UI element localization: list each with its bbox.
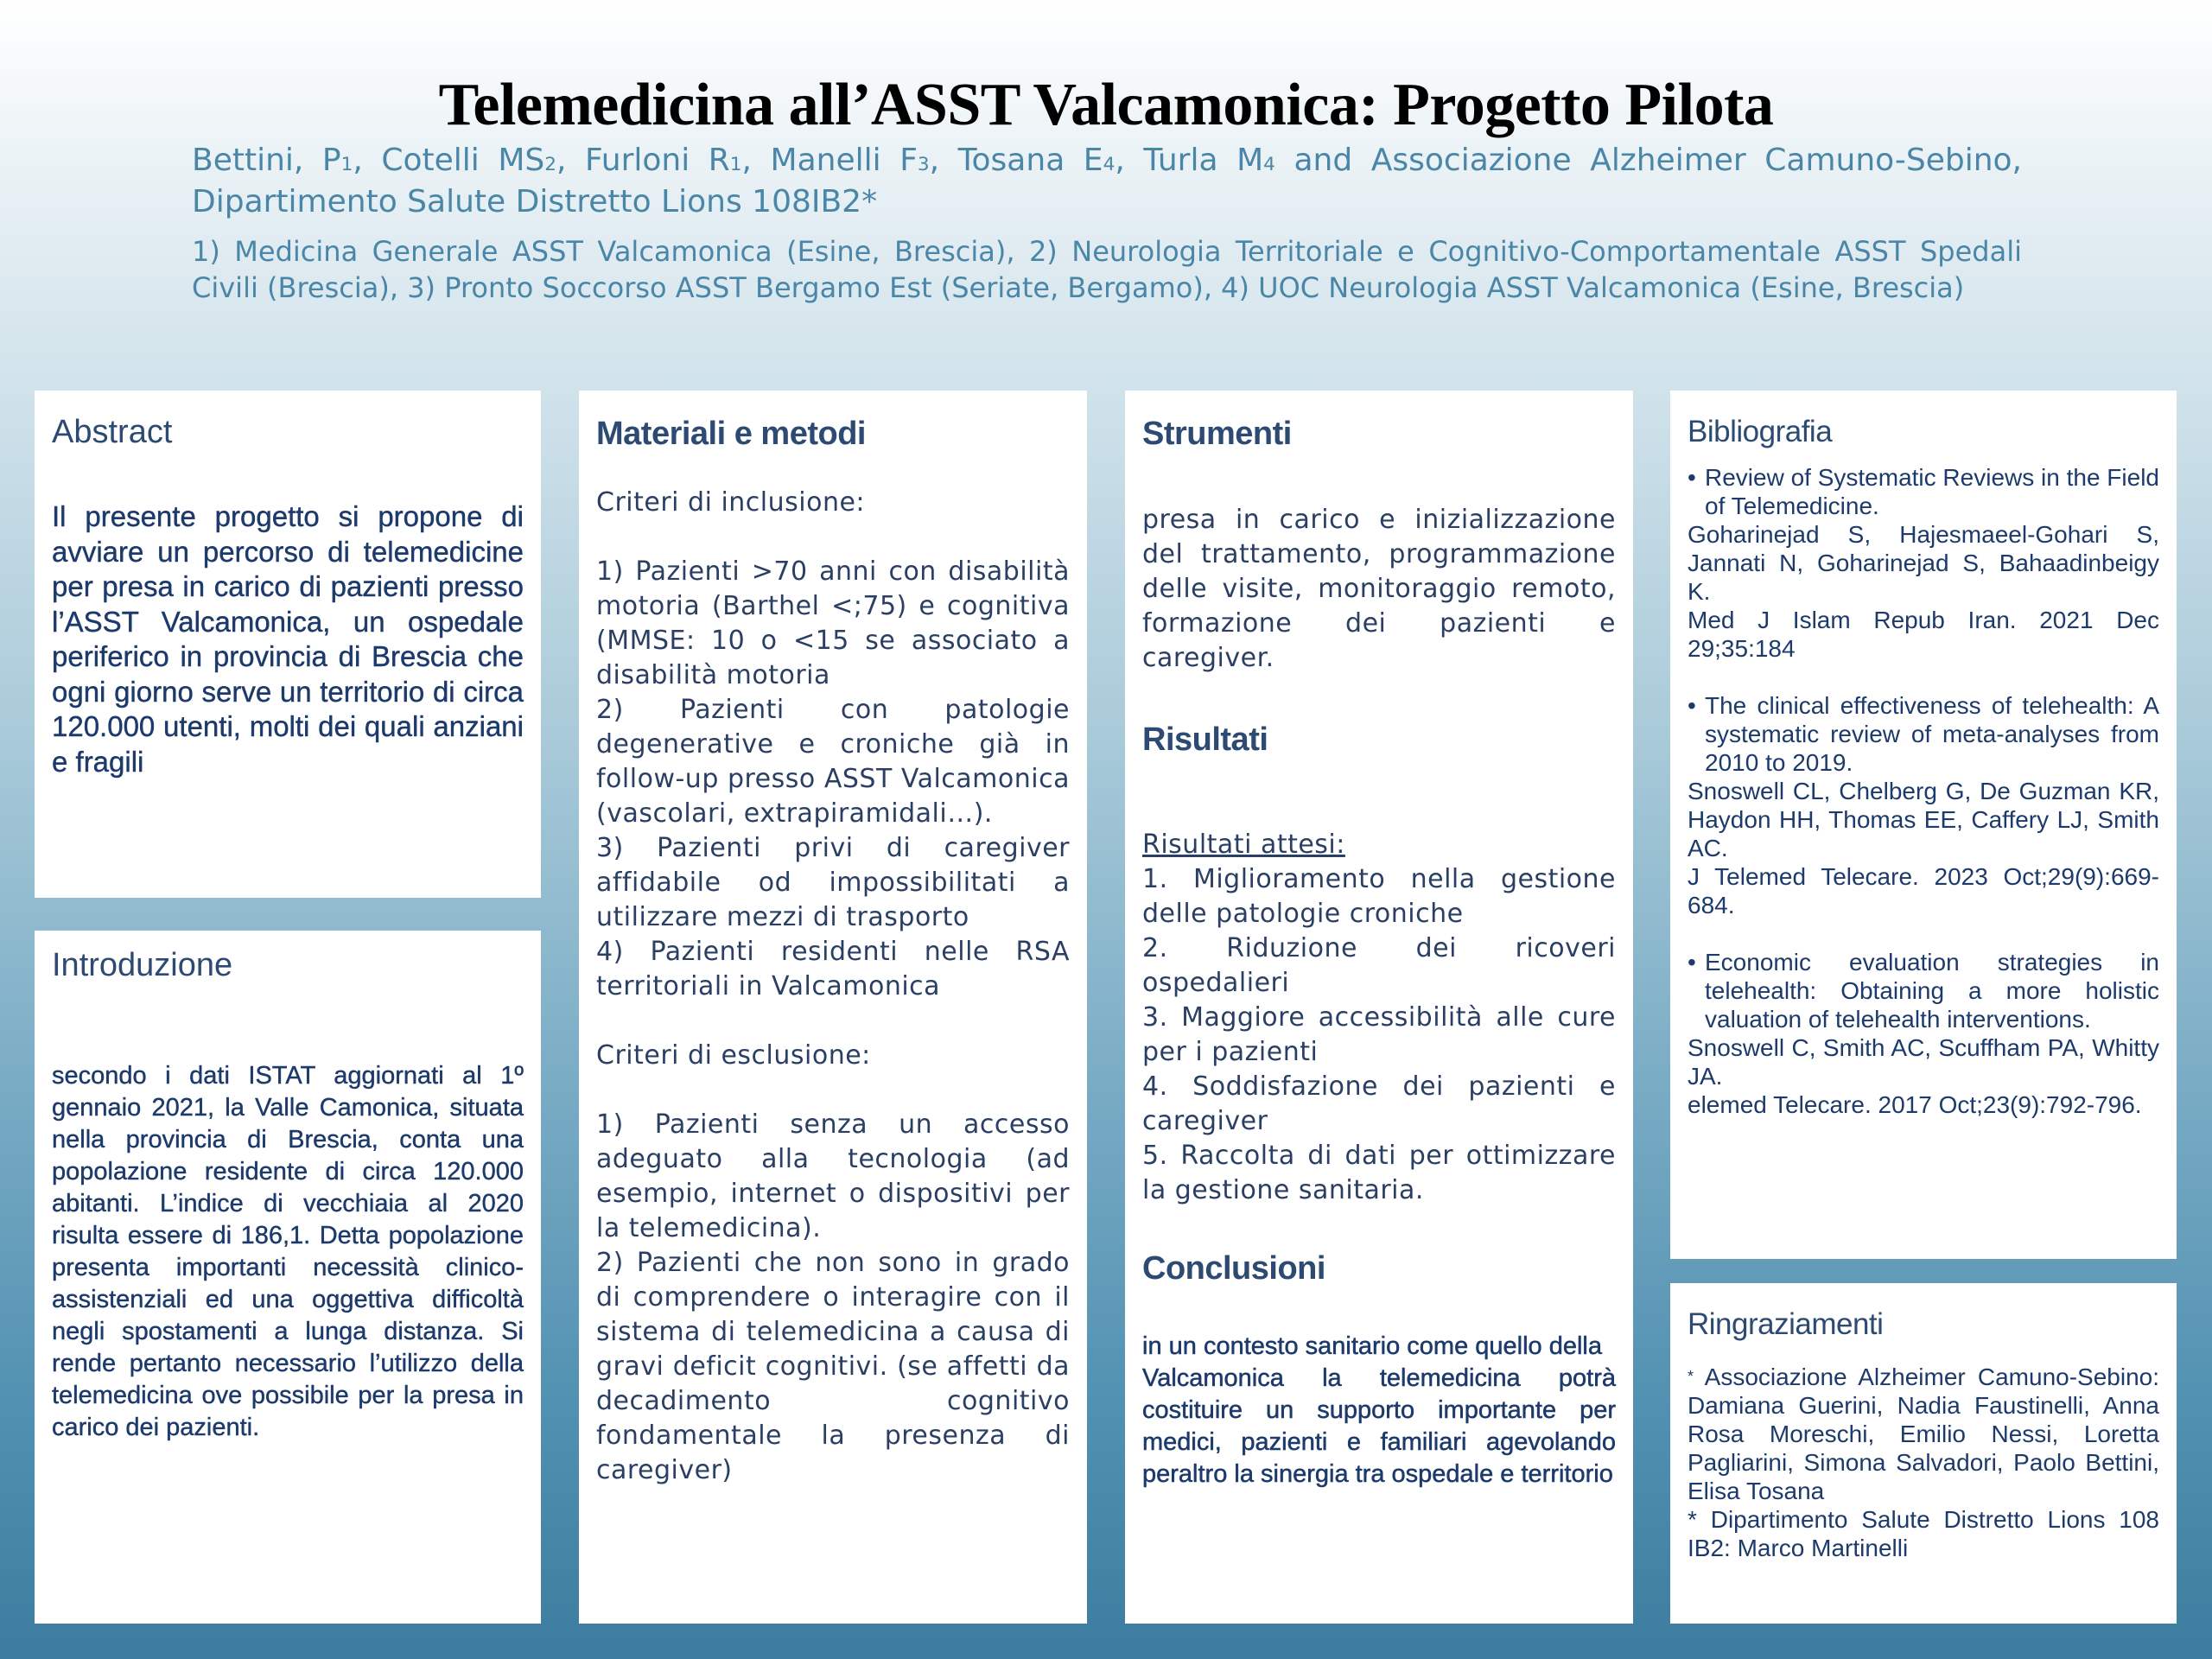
asterisk-icon: * (1688, 1368, 1694, 1385)
result-item: 3. Maggiore accessibilità alle cure per i pazienti (1142, 1002, 1616, 1067)
risultati-heading: Risultati (1142, 721, 1268, 758)
strumenti-panel (1125, 391, 1633, 1624)
bullet-icon: • (1688, 692, 1696, 719)
asterisk-icon: * (1688, 1506, 1697, 1533)
affiliation-mark: 1 (340, 154, 353, 175)
strumenti-heading: Strumenti (1142, 416, 1292, 452)
introduzione-panel (35, 931, 541, 1624)
author-name: , Manelli F (741, 143, 918, 178)
conclusioni-text: Valcamonica la telemedicina potrà costituire un supporto importante per medici, pazienti e familiari agevolando peraltro la sinergia tra ospedale e territorio (1142, 1364, 1616, 1488)
spacer (1688, 663, 2159, 691)
poster-title: Telemedicina all’ASST Valcamonica: Progetto Pilota (438, 72, 1774, 138)
exclusion-item: 1) Pazienti senza un accesso adeguato alla tecnologia (ad esempio, internet o dispositivi per la telemedicina). (596, 1109, 1070, 1243)
spacer (596, 520, 1070, 555)
author-name: Bettini, P (192, 143, 341, 178)
inclusion-label: Criteri di inclusione: (596, 487, 866, 518)
affiliation-mark: 1 (729, 154, 742, 175)
reference-item (1688, 948, 2159, 1119)
result-item: 4. Soddisfazione dei pazienti e caregiver (1142, 1071, 1616, 1136)
strumenti-text: presa in carico e inizializzazione del trattamento, programmazione delle visite, monitoraggio remoto, formazione dei pazienti e caregiver. (1142, 505, 1616, 673)
ringraziamenti-heading: Ringraziamenti (1688, 1307, 1884, 1341)
affiliation-mark: 3 (917, 154, 930, 175)
introduzione-heading: Introduzione (52, 947, 233, 983)
affiliation-mark: 2 (544, 154, 557, 175)
reference-authors: Snoswell C, Smith AC, Scuffham PA, Whitty JA. (1688, 1034, 2159, 1090)
bibliografia-list (1688, 463, 2159, 1119)
result-item: 5. Raccolta di dati per ottimizzare la gestione sanitaria. (1142, 1141, 1616, 1205)
acknowledgement-text: Dipartimento Salute Distretto Lions 108 IB2: Marco Martinelli (1688, 1506, 2159, 1561)
materiali-panel (579, 391, 1087, 1624)
inclusion-item: 2) Pazienti con patologie degenerative e croniche già in follow-up presso ASST Valcamonica (vascolari, extrapiramidali…). (596, 695, 1070, 829)
reference-title: The clinical effectiveness of telehealth: A systematic review of meta-analyses from 2010 to 2019. (1705, 692, 2159, 776)
inclusion-item: 3) Pazienti privi di caregiver affidabile od impossibilitati a utilizzare mezzi di trasporto (596, 833, 1070, 932)
spacer (596, 1004, 1070, 1039)
reference-item (1688, 463, 2159, 663)
acknowledgement-text: Associazione Alzheimer Camuno-Sebino: Damiana Guerini, Nadia Faustinelli, Anna Rosa Moreschi, Emilio Nessi, Loretta Pagliarini, Simona Salvadori, Paolo Bettini, Elisa Tosana (1688, 1363, 2159, 1504)
exclusion-label: Criteri di esclusione: (596, 1040, 871, 1071)
spacer (596, 1073, 1070, 1108)
reference-source: J Telemed Telecare. 2023 Oct;29(9):669-684. (1688, 863, 2159, 918)
spacer (1688, 919, 2159, 948)
reference-authors: Snoswell CL, Chelberg G, De Guzman KR, Haydon HH, Thomas EE, Caffery LJ, Smith AC. (1688, 778, 2159, 861)
author-name: , Turla M (1115, 143, 1264, 178)
abstract-panel (35, 391, 541, 898)
introduzione-text: secondo i dati ISTAT aggiornati al 1º gennaio 2021, la Valle Camonica, situata nella provincia di Brescia, conta una popolazione residente di circa 120.000 abitanti. L’indice di vecchiaia al 2020 risulta essere di 186,1. Detta popolazione presenta importanti necessità clinico-assistenziali ed una oggettiva difficoltà negli spostamenti a lunga distanza. Si rende pertanto necessario l’utilizzo della telemedicina ove possibile per la presa in carico dei pazienti. (52, 1062, 524, 1441)
acknowledgement-item (1688, 1363, 2159, 1505)
ringraziamenti-list (1688, 1363, 2159, 1562)
conclusioni-body (1142, 1331, 1616, 1491)
reference-title: Economic evaluation strategies in telehealth: Obtaining a more holistic valuation of telehealth interventions. (1705, 949, 2159, 1033)
exclusion-item: 2) Pazienti che non sono in grado di comprendere o interagire con il sistema di telemedicina a causa di gravi deficit cognitivi. (se affetti da decadimento cognitivo fondamentale la presenza di caregiver) (596, 1248, 1070, 1485)
author-name: , Cotelli MS (353, 143, 545, 178)
acknowledgement-item (1688, 1505, 2159, 1562)
inclusion-item: 1) Pazienti >70 anni con disabilità motoria (Barthel <;75) e cognitiva (MMSE: 10 o <15 se associato a disabilità motoria (596, 556, 1070, 690)
affiliation-mark: 4 (1263, 154, 1275, 175)
affiliations: 1) Medicina Generale ASST Valcamonica (Esine, Brescia), 2) Neurologia Territoriale e Cognitivo-Comportamentale ASST Spedali Civili (Brescia), 3) Pronto Soccorso ASST Bergamo Est (Seriate, Bergamo), 4) UOC Neurologia ASST Valcamonica (Esine, Brescia) (192, 235, 2022, 304)
abstract-heading: Abstract (52, 414, 173, 450)
expected-results-label: Risultati attesi: (1142, 830, 1345, 860)
reference-source: Med J Islam Repub Iran. 2021 Dec 29;35:184 (1688, 607, 2159, 662)
author-tail: and Associazione Alzheimer Camuno-Sebino, Dipartimento Salute Distretto Lions 108IB2* (192, 143, 2022, 219)
bullet-icon: • (1688, 949, 1696, 976)
inclusion-item: 4) Pazienti residenti nelle RSA territoriali in Valcamonica (596, 937, 1070, 1001)
reference-source: elemed Telecare. 2017 Oct;23(9):792-796. (1688, 1091, 2142, 1118)
bullet-icon: • (1688, 464, 1696, 491)
author-name: , Furloni R (556, 143, 730, 178)
reference-title-row (1688, 691, 2159, 777)
materiali-heading: Materiali e metodi (596, 416, 866, 452)
reference-authors: Goharinejad S, Hajesmaeel-Gohari S, Jannati N, Goharinejad S, Bahaadinbeigy K. (1688, 521, 2159, 605)
bibliografia-panel (1670, 391, 2177, 1259)
result-item: 2. Riduzione dei ricoveri ospedalieri (1142, 933, 1616, 998)
author-name: , Tosana E (929, 143, 1103, 178)
result-item: 1. Miglioramento nella gestione delle patologie croniche (1142, 864, 1616, 929)
risultati-body (1142, 828, 1616, 1208)
conclusioni-line: in un contesto sanitario come quello della (1142, 1332, 1602, 1360)
materiali-body (596, 486, 1070, 1488)
conclusioni-heading: Conclusioni (1142, 1250, 1325, 1287)
reference-title-row (1688, 463, 2159, 520)
abstract-text: Il presente progetto si propone di avviare un percorso di telemedicine per presa in carico di pazienti presso l’ASST Valcamonica, un ospedale periferico in provincia di Brescia che ogni giorno serve un territorio di circa 120.000 utenti, molti dei quali anziani e fragili (52, 500, 524, 778)
author-list (192, 140, 2022, 223)
bibliografia-heading: Bibliografia (1688, 415, 1833, 448)
affiliation-mark: 4 (1103, 154, 1116, 175)
reference-item (1688, 691, 2159, 919)
ringraziamenti-panel (1670, 1283, 2177, 1624)
reference-title: Review of Systematic Reviews in the Field of Telemedicine. (1705, 464, 2159, 519)
reference-title-row (1688, 948, 2159, 1033)
